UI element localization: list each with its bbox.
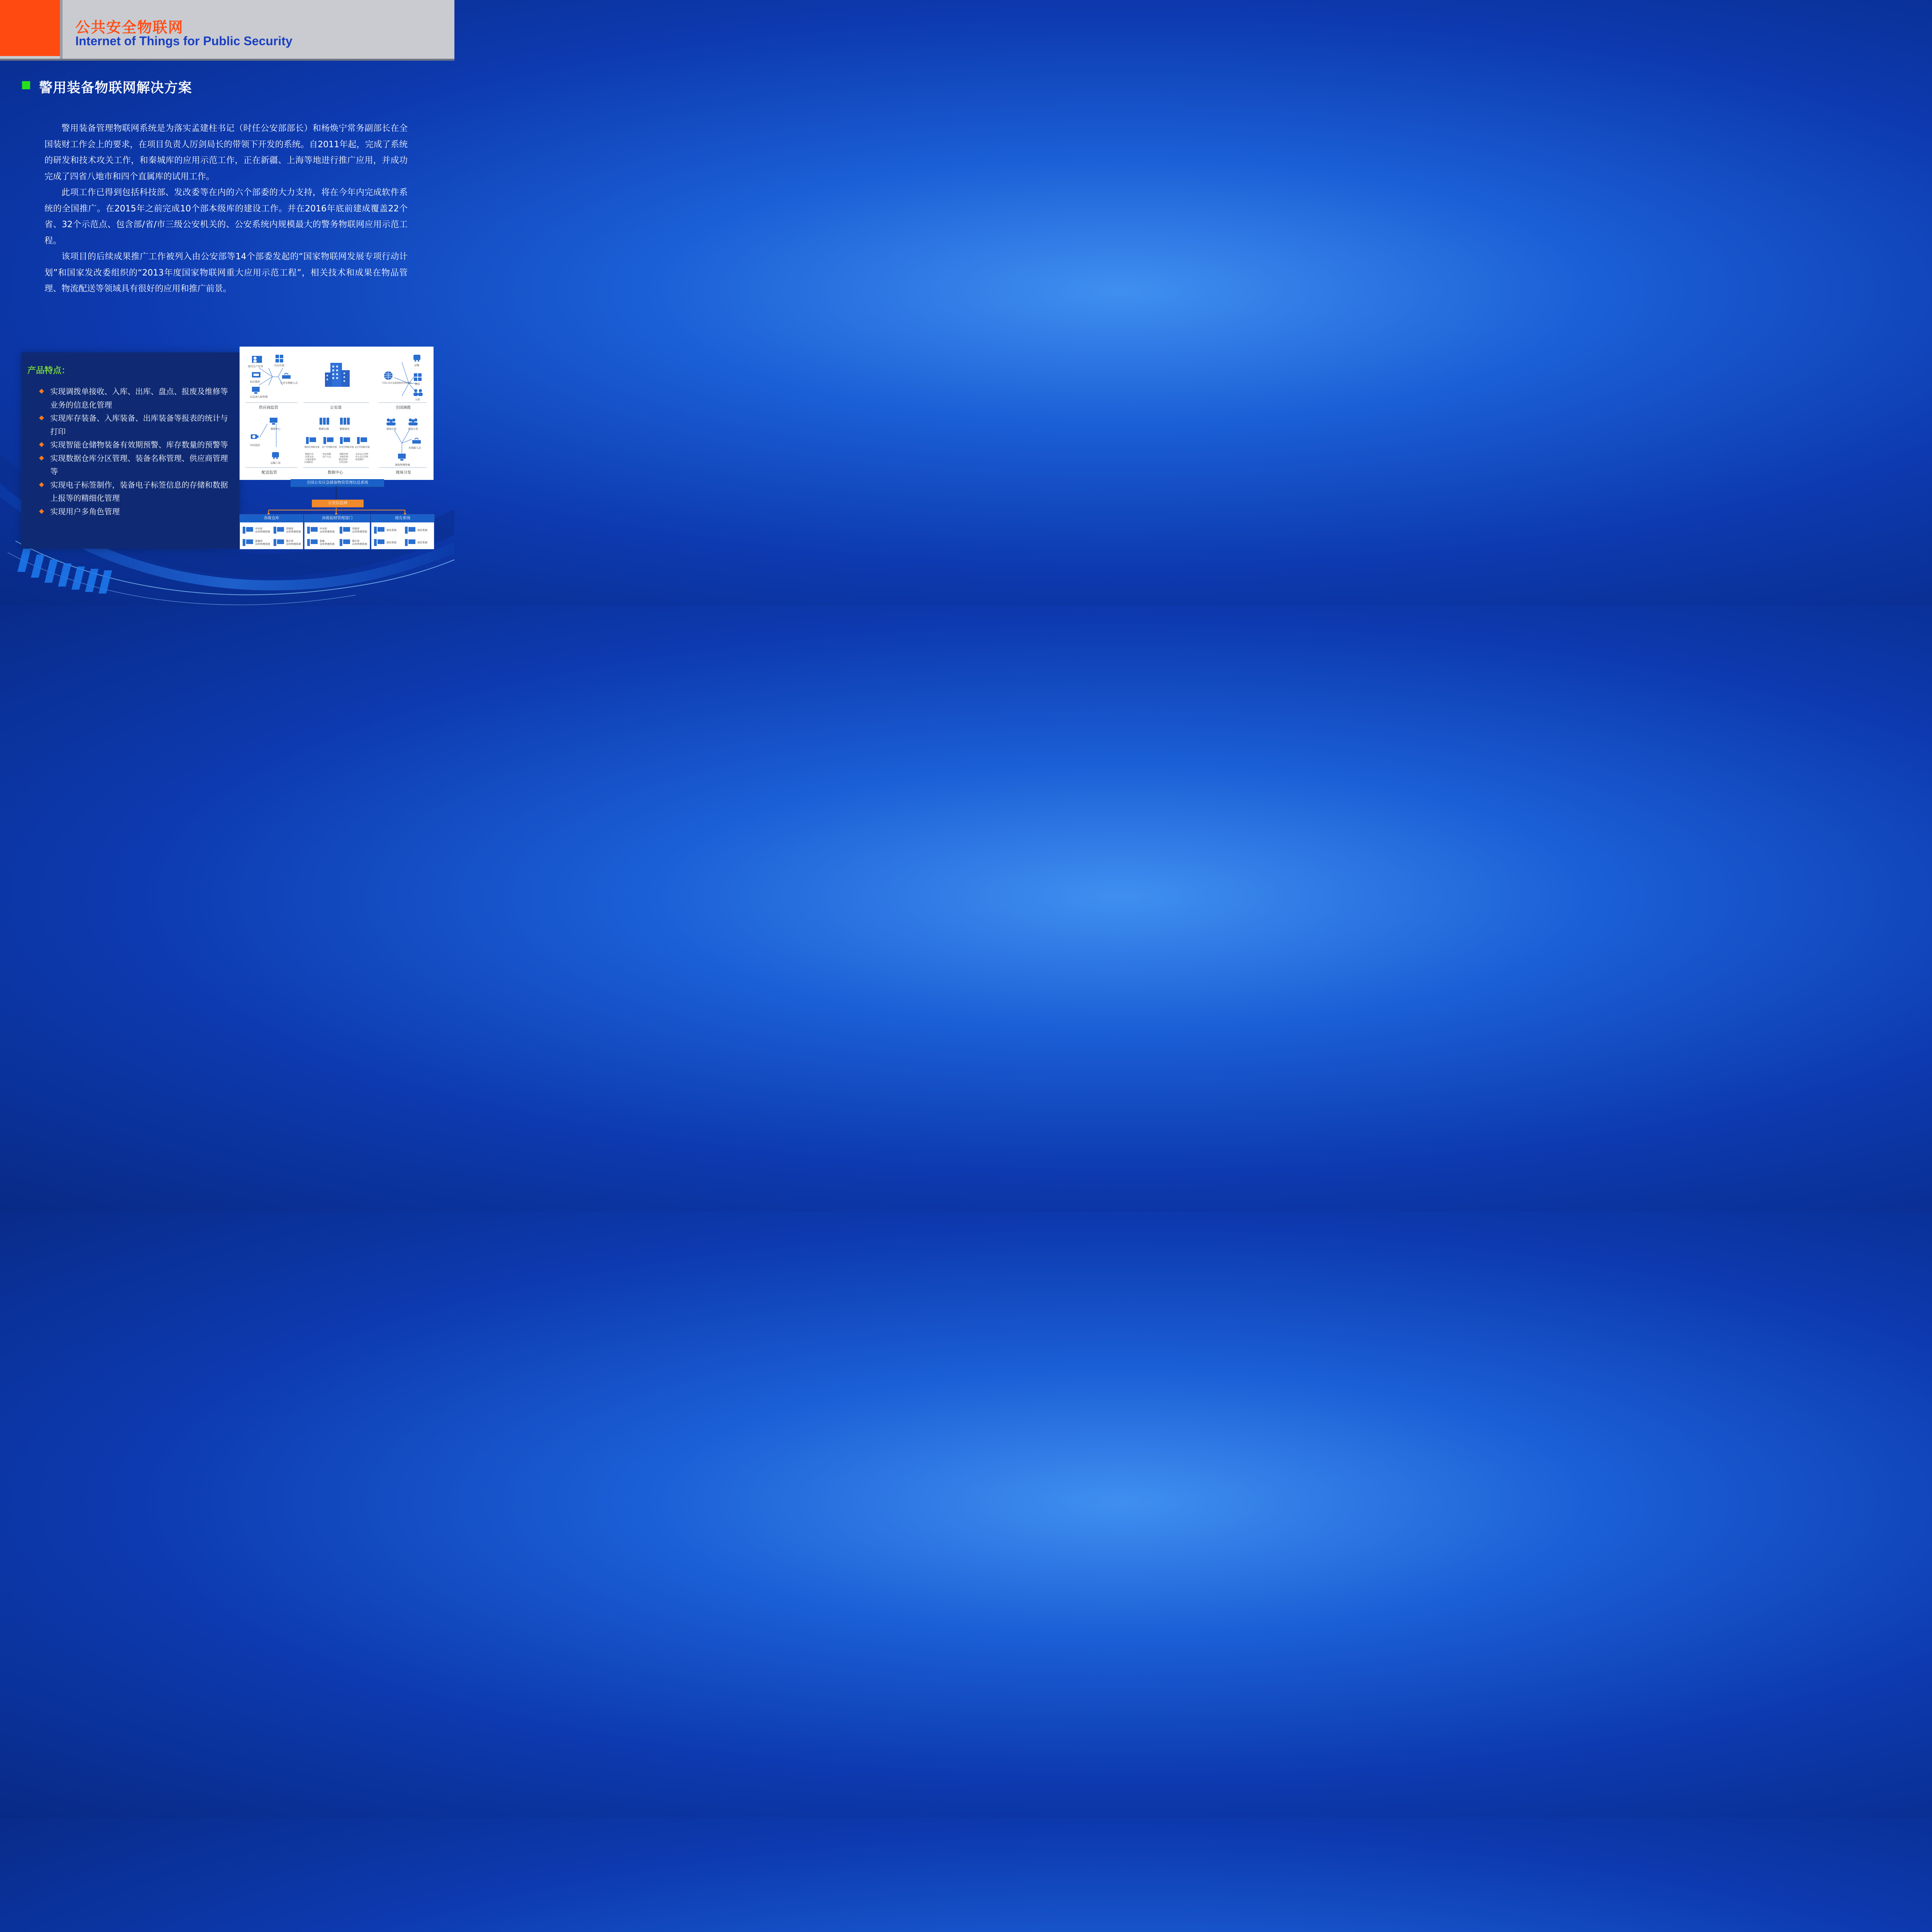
header-title-cn: 公共安全物联网 bbox=[75, 19, 184, 36]
people-icon bbox=[385, 418, 397, 426]
feature-item: 实现智能仓储物装备有效期预警、库存数量的预警等 bbox=[39, 438, 232, 452]
computer-icon bbox=[269, 417, 278, 425]
ministry-label: 公安部 bbox=[330, 406, 342, 410]
header-separator bbox=[60, 0, 63, 59]
node-label: 标识制作 bbox=[250, 380, 260, 383]
people-icon bbox=[413, 388, 423, 397]
system-item: 省级库 仓库管理系统 bbox=[339, 526, 367, 534]
storage-icon bbox=[339, 417, 350, 425]
server-icon bbox=[273, 526, 285, 534]
server-icon bbox=[339, 539, 351, 546]
server-icon bbox=[305, 436, 317, 445]
storage-icon bbox=[319, 417, 330, 425]
datacenter-label: 数据中心 bbox=[328, 471, 343, 475]
feature-item: 实现电子标签制作，装备电子标签信息的存储和数据上报等的精细化管理 bbox=[39, 478, 232, 505]
node-label: 运输 bbox=[414, 364, 419, 367]
section-title: 警用装备物联网解决方案 bbox=[39, 80, 192, 96]
network-bar: 公安信息网 bbox=[312, 500, 364, 507]
feature-item: 实现用户多角色管理 bbox=[39, 505, 232, 519]
node-label: 无线接入点 bbox=[408, 446, 421, 449]
system-item: 中央库 仓库管理系统 bbox=[242, 526, 270, 534]
node-label: 分发 bbox=[415, 398, 420, 401]
bottom-box-title: 各级装财管理部门 bbox=[304, 515, 370, 522]
node-label: 数据存储 bbox=[319, 427, 329, 430]
server-notes: ·数据共享 ·决策支持 ·可视化服务 区域联动 bbox=[304, 453, 316, 464]
server-name: 用户管理服务器 bbox=[322, 446, 337, 449]
server-icon bbox=[242, 539, 254, 546]
header-title-en: Internet of Things for Public Security bbox=[75, 34, 293, 48]
node-label: 公安专网接入点 bbox=[280, 381, 298, 384]
truck-icon bbox=[271, 451, 280, 459]
server-notes: ·仓库运行管理 ·中心运行管理 ·系统维护 bbox=[355, 453, 368, 461]
grid-icon bbox=[275, 354, 284, 363]
delivery-label: 配送监管 bbox=[262, 471, 277, 475]
node-label: 信息录入和管理 bbox=[250, 395, 268, 398]
server-icon bbox=[374, 539, 385, 546]
diamond-bullet-icon bbox=[39, 442, 44, 447]
computer-icon bbox=[397, 453, 406, 461]
header-bottom-line bbox=[0, 59, 454, 61]
node-label: 调度中心 bbox=[270, 427, 281, 430]
node-label: 现场管理终端 bbox=[395, 463, 410, 466]
intro-paragraph: 此项工作已得到包括科技部、发改委等在内的六个部委的大力支持，将在今年内完成软件系统的全国推广。在2015年之前完成10个部本级库的建设工作。并在2016年底前建成覆盖22个省、32个示范点、包含部/省/市三级公安机关的、公安系统内规模最大的警务物联网应用示范工程。 bbox=[44, 188, 408, 246]
feature-item: 实现调拨单接收、入库、出库、盘点、报废及维修等业务的信息化管理 bbox=[39, 385, 232, 412]
node-label: 现场分发 bbox=[408, 427, 418, 430]
bottom-box-existing bbox=[371, 514, 434, 549]
system-item: 地市库 仓库管理系统 bbox=[273, 539, 301, 546]
header-orange-block bbox=[0, 0, 60, 56]
system-bar: 全国公安应急储备物资管理信息系统 bbox=[291, 479, 384, 488]
intro-paragraph: 该项目的后续成果推广工作被列入由公安部等14个部委发起的“国家物联网发展专项行动计划”和国家发改委组织的“2013年度国家物联网重大应用示范工程”，相关技术和成果在物品管理、物流配送等领域具有很好的应用和推广前景。 bbox=[44, 252, 408, 294]
globe-icon bbox=[383, 371, 393, 381]
server-icon bbox=[405, 539, 416, 546]
page-header bbox=[0, 0, 454, 59]
bottom-box-title: 现有系统 bbox=[371, 515, 434, 522]
diamond-bullet-icon bbox=[39, 415, 44, 420]
features-list bbox=[39, 385, 232, 518]
server-icon bbox=[339, 436, 351, 445]
supplier-label: 供应商监管 bbox=[259, 406, 278, 410]
feature-item: 实现库存装备、入库装备、出库装备等报表的统计与打印 bbox=[39, 412, 232, 438]
onsite-label: 现场分发 bbox=[396, 471, 411, 475]
printer-icon bbox=[251, 371, 261, 379]
building-icon bbox=[322, 361, 353, 389]
node-label: 代存代管 bbox=[274, 364, 284, 367]
computer-icon bbox=[251, 386, 260, 395]
server-icon bbox=[323, 436, 334, 445]
server-notes: ·角色权限 ·用户日志 bbox=[322, 453, 331, 458]
features-title: 产品特点： bbox=[27, 366, 70, 376]
router-icon bbox=[412, 436, 422, 445]
server-icon bbox=[273, 539, 285, 546]
bottom-box-title: 各级仓库 bbox=[240, 515, 303, 522]
features-panel bbox=[21, 352, 240, 549]
system-item: 现有系统 bbox=[405, 526, 427, 534]
server-icon bbox=[307, 539, 318, 546]
server-name: 业务管理服务器 bbox=[339, 446, 354, 449]
node-label: 数据备份 bbox=[340, 427, 350, 430]
server-icon bbox=[374, 526, 385, 534]
diamond-bullet-icon bbox=[39, 389, 44, 394]
people-icon bbox=[251, 354, 263, 364]
server-notes: ·调拨管理 ·采购管理 配送管理 分发管理 bbox=[339, 453, 348, 464]
server-icon bbox=[356, 436, 368, 445]
grid-icon bbox=[413, 373, 422, 381]
system-item: 中央库 仓库管理系统 bbox=[307, 526, 335, 534]
section-bullet-square bbox=[22, 81, 30, 89]
system-item: 现有系统 bbox=[374, 539, 396, 546]
server-name: 运行管理服务器 bbox=[355, 446, 370, 449]
node-label: 运输工具 bbox=[270, 461, 281, 464]
diamond-bullet-icon bbox=[39, 456, 44, 461]
node-label: 全国公安应急储备物资管理系统 bbox=[382, 382, 412, 384]
system-item: 省级库 仓库管理系统 bbox=[273, 526, 301, 534]
node-label: 实时监控 bbox=[250, 444, 260, 447]
server-icon bbox=[339, 526, 351, 534]
server-name: 数据管理服务器 bbox=[304, 446, 320, 449]
server-icon bbox=[242, 526, 254, 534]
architecture-diagram bbox=[240, 347, 434, 480]
feature-item: 实现数据仓库分区管理、装备名称管理、供应商管理等 bbox=[39, 452, 232, 478]
system-item: 直属 仓库管理系统 bbox=[307, 539, 335, 546]
system-item: 直属库 仓库管理系统 bbox=[242, 539, 270, 546]
node-label: 接受生产任务 bbox=[248, 365, 263, 368]
diamond-bullet-icon bbox=[39, 509, 44, 514]
node-label: 物资 bbox=[415, 383, 420, 386]
dispatch-label: 全国调拨 bbox=[395, 406, 411, 410]
server-icon bbox=[307, 526, 318, 534]
node-label: 现场分发 bbox=[386, 427, 396, 430]
bottom-box-departments bbox=[304, 514, 370, 549]
camera-icon bbox=[250, 432, 259, 441]
router-icon bbox=[281, 371, 291, 380]
server-icon bbox=[405, 526, 416, 534]
people-icon bbox=[407, 418, 419, 426]
intro-paragraph: 警用装备管理物联网系统是为落实孟建柱书记（时任公安部部长）和杨焕宁常务副部长在全国装财工作会上的要求，在项目负责人厉剑局长的带领下开发的系统。自2011年起，完成了系统的研发和技术攻关工作，和秦城库的应用示范工作，正在新疆、上海等地进行推广应用，并成功完成了四省八地市和四个直属库的试用工作。 bbox=[44, 124, 408, 182]
system-item: 现有系统 bbox=[405, 539, 427, 546]
truck-icon bbox=[413, 354, 421, 362]
system-item: 现有系统 bbox=[374, 526, 396, 534]
intro-text bbox=[44, 121, 408, 297]
bottom-box-warehouses bbox=[240, 514, 303, 549]
system-item: 地市库 仓库管理系统 bbox=[339, 539, 367, 546]
diamond-bullet-icon bbox=[39, 482, 44, 487]
